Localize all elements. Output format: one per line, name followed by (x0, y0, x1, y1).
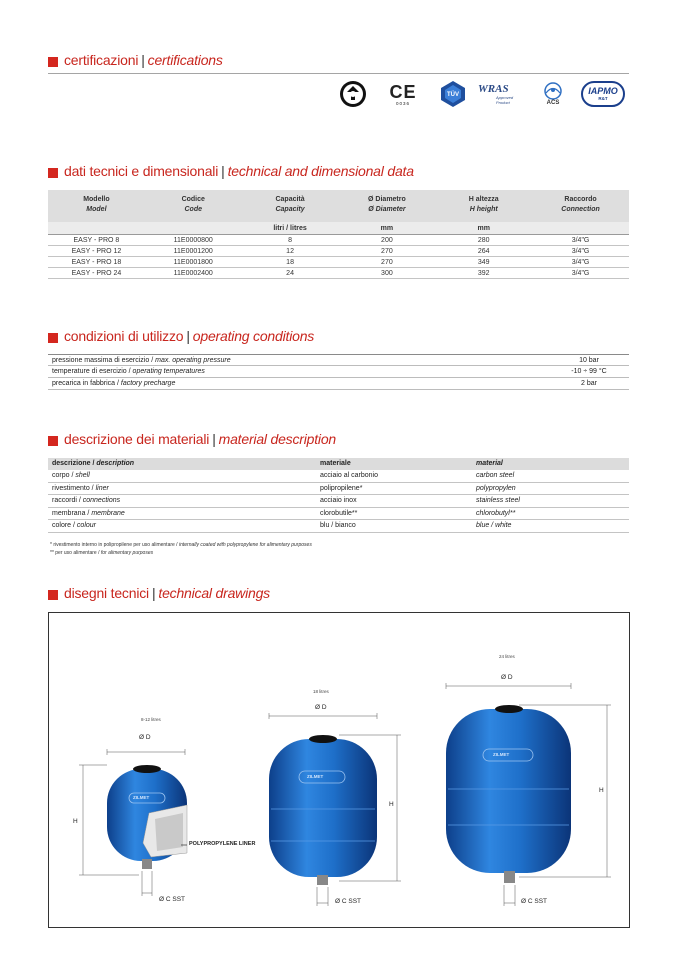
materials-table (48, 458, 629, 533)
svg-text:TÜV: TÜV (447, 92, 459, 98)
tank-medium (269, 713, 401, 906)
condition-value: 2 bar (581, 380, 597, 387)
bsi-kitemark-icon (338, 80, 368, 108)
cell: blue / white (476, 522, 512, 530)
caption-large-tank: 24 litres (499, 654, 515, 659)
acs-logo-icon: ACS (538, 80, 568, 108)
cell: 200 (381, 237, 393, 244)
condition-value: -10 ÷ 99 °C (571, 368, 607, 375)
section-marker (48, 590, 58, 600)
condition-label: pressione massima di esercizio / max. operating pressure (52, 357, 231, 364)
cell: carbon steel (476, 472, 515, 479)
brand-label: ZILMET (307, 774, 324, 779)
technical-drawings-panel (48, 612, 630, 928)
cell: 3/4"G (571, 270, 590, 277)
cell: 3/4"G (571, 248, 590, 255)
section-certifications (48, 52, 629, 74)
connection-label: Ø C SST (159, 896, 186, 903)
diameter-label: Ø D (315, 704, 327, 711)
height-label: H (599, 787, 604, 794)
cell: stainless steel (476, 497, 520, 505)
col-connection: Raccordo Connection (561, 196, 600, 213)
cell: chlorobutyl** (476, 509, 516, 517)
section-marker (48, 333, 58, 343)
table-row (48, 470, 629, 483)
cell: 392 (477, 270, 490, 277)
condition-row (48, 354, 629, 366)
col-description: descrizione / description (52, 460, 135, 467)
cell: EASY - PRO 8 (73, 237, 120, 244)
unit-cell: mm (380, 225, 394, 232)
unit-cell (145, 222, 242, 234)
section-title: disegni tecnici | technical drawings (64, 585, 270, 601)
section-marker (48, 168, 58, 178)
cell: EASY - PRO 12 (71, 248, 122, 255)
col-capacity: Capacità Capacity (275, 196, 305, 213)
unit-cell: mm (477, 225, 490, 232)
cell: acciaio inox (320, 497, 357, 505)
section-operating-conditions (48, 328, 629, 350)
col-model: Modello Model (83, 196, 110, 213)
cell: 270 (381, 259, 393, 266)
unit-cell: litri / litres (273, 225, 307, 232)
cell: 270 (381, 248, 393, 255)
condition-row (48, 366, 629, 378)
condition-row (48, 378, 629, 390)
unit-cell (48, 222, 145, 234)
footnotes (50, 541, 312, 557)
section-technical-data (48, 163, 629, 185)
condition-label: precarica in fabbrica / factory precharge (52, 380, 176, 387)
table-row (48, 483, 629, 496)
condition-label: temperature di esercizio / operating temperatures (52, 368, 205, 375)
cell: membrana / membrane (52, 509, 125, 517)
cell: 280 (477, 237, 490, 244)
cell: 11E0000800 (173, 237, 213, 244)
iapmo-logo-icon: IAPMO R&T (580, 80, 626, 108)
footnote: * rivestimento interno in polipropilene per uso alimentare / internally coated with polypropylene for alimentary purposes (50, 542, 312, 548)
table-row (48, 520, 629, 533)
connection-label: Ø C SST (521, 898, 548, 905)
caption-medium-tank: 18 litres (313, 689, 329, 694)
section-title: certificazioni | certifications (64, 52, 223, 68)
cell: blu / bianco (320, 522, 356, 530)
cell: polypropylen (476, 484, 516, 492)
section-title: dati tecnici e dimensionali | technical and dimensional data (64, 163, 414, 179)
certification-logos (338, 80, 628, 110)
cell: 12 (286, 248, 294, 255)
cell: clorobutile** (320, 509, 358, 517)
table-row (48, 235, 629, 246)
cell: 11E0001800 (173, 259, 213, 266)
cell: 8 (288, 237, 293, 244)
cell: 18 (286, 259, 294, 266)
tanks-drawing (49, 613, 629, 927)
footnote: ** per uso alimentare / for alimentary purposes (50, 550, 154, 556)
conditions-table (48, 354, 629, 390)
col-code: Codice Code (181, 196, 205, 213)
tank-small (79, 749, 187, 896)
liner-label: POLYPROPYLENE LINER (189, 841, 256, 847)
cell: 3/4"G (571, 237, 590, 244)
section-marker (48, 436, 58, 446)
table-row (48, 508, 629, 521)
table-row (48, 257, 629, 268)
cell: acciaio al carbonio (320, 472, 378, 479)
table-header (48, 458, 629, 470)
col-material: material (476, 460, 503, 467)
cell: 11E0001200 (173, 248, 213, 255)
section-title: condizioni di utilizzo | operating conditions (64, 328, 315, 344)
cell: 300 (381, 270, 393, 277)
table-row (48, 246, 629, 257)
unit-cell (532, 222, 629, 234)
cell: EASY - PRO 24 (71, 270, 122, 277)
diameter-label: Ø D (501, 674, 513, 681)
tuv-icon (438, 80, 468, 108)
table-row (48, 268, 629, 279)
section-marker (48, 57, 58, 67)
cell: 3/4"G (571, 259, 590, 266)
table-row (48, 495, 629, 508)
wras-logo-icon: WRAS Approved Product (478, 83, 514, 105)
ce-mark-icon: CE 0036 (389, 81, 417, 106)
height-label: H (73, 818, 78, 825)
cell: colore / colour (52, 522, 96, 530)
col-materiale: materiale (320, 460, 351, 467)
condition-value: 10 bar (579, 357, 599, 364)
diameter-label: Ø D (139, 734, 151, 741)
section-technical-drawings (48, 585, 629, 607)
cell: EASY - PRO 18 (71, 259, 122, 266)
section-material-description (48, 431, 629, 453)
brand-label: ZILMET (133, 795, 150, 800)
section-rule (48, 73, 629, 74)
cell: 349 (477, 259, 490, 266)
tank-large (446, 683, 611, 906)
units-row (48, 222, 629, 235)
cell: rivestimento / liner (52, 484, 109, 492)
cell: 11E0002400 (173, 270, 213, 277)
height-label: H (389, 801, 394, 808)
brand-label: ZILMET (493, 752, 510, 757)
col-height: H altezza H height (468, 196, 499, 213)
caption-small-tank: 8-12 litres (141, 717, 161, 722)
cell: corpo / shell (52, 472, 90, 479)
connection-label: Ø C SST (335, 898, 362, 905)
cell: polipropilene* (320, 484, 363, 492)
cell: 264 (477, 248, 490, 255)
section-title: descrizione dei materiali | material description (64, 431, 337, 447)
table-header (48, 190, 629, 222)
col-diameter: Ø Diametro Ø Diameter (368, 196, 406, 213)
technical-table (48, 190, 629, 279)
cell: 24 (286, 270, 294, 277)
cell: raccordi / connections (52, 497, 121, 505)
